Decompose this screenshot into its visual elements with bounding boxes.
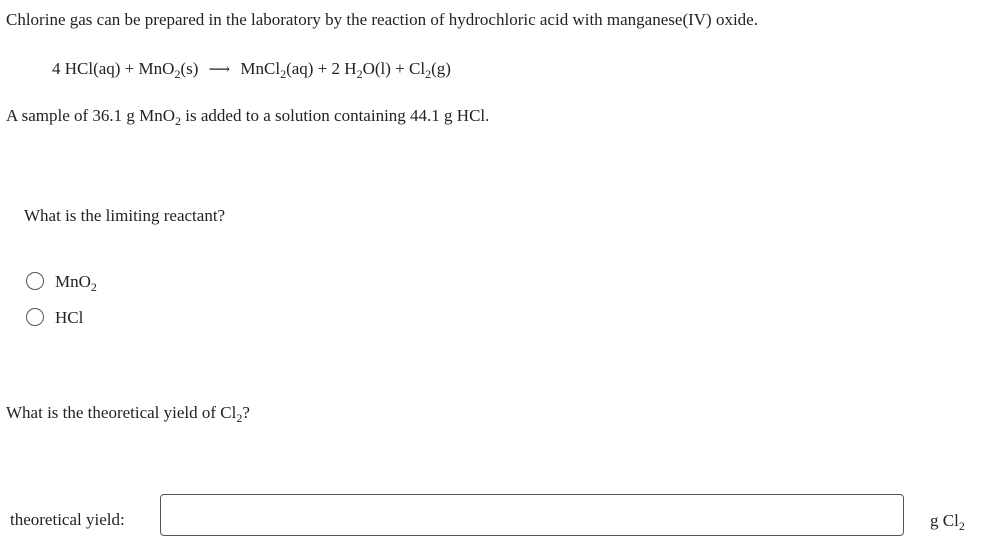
question2-sub: 2 — [236, 411, 243, 425]
equation-state: (aq) + 2 H — [286, 59, 357, 78]
option-sub: 2 — [90, 280, 97, 294]
sample-sub: 2 — [175, 114, 182, 128]
radio-hcl[interactable] — [26, 308, 44, 326]
equation-sub: 2 — [356, 67, 363, 81]
reaction-arrow-icon: ⟶ — [208, 62, 231, 78]
question2-pre: What is the theoretical yield of Cl — [6, 403, 237, 422]
equation-sub: 2 — [174, 67, 181, 81]
theoretical-yield-label: theoretical yield: — [10, 510, 125, 529]
unit-text: g Cl — [930, 511, 959, 530]
radio-mno2[interactable] — [26, 272, 44, 290]
option-label-hcl[interactable] — [55, 308, 83, 328]
equation-state: (g) — [431, 59, 451, 78]
intro-text: Chlorine gas can be prepared in the laboratory by the reaction of hydrochloric acid with manganese(IV) oxide. — [6, 10, 758, 29]
equation-state: O(l) + Cl — [362, 59, 426, 78]
chemical-equation — [52, 59, 451, 79]
unit-sub: 2 — [958, 519, 965, 533]
equation-state: (s) — [180, 59, 199, 78]
option-text: HCl — [55, 308, 84, 327]
theoretical-yield-input[interactable] — [160, 494, 904, 536]
equation-sub: 2 — [425, 67, 432, 81]
option-text: MnO — [55, 272, 91, 291]
sample-post: is added to a solution containing 44.1 g HCl. — [181, 106, 490, 125]
equation-product: MnCl — [240, 59, 281, 78]
question-theoretical-yield — [6, 403, 250, 423]
equation-sub: 2 — [280, 67, 287, 81]
sample-text — [6, 106, 489, 126]
equation-reactants: 4 HCl(aq) + MnO — [52, 59, 175, 78]
sample-pre: A sample of 36.1 g MnO — [6, 106, 176, 125]
question2-post: ? — [242, 403, 250, 422]
option-label-mno2[interactable] — [55, 272, 97, 292]
question-limiting-reactant: What is the limiting reactant? — [24, 206, 226, 225]
unit-label — [930, 511, 965, 531]
